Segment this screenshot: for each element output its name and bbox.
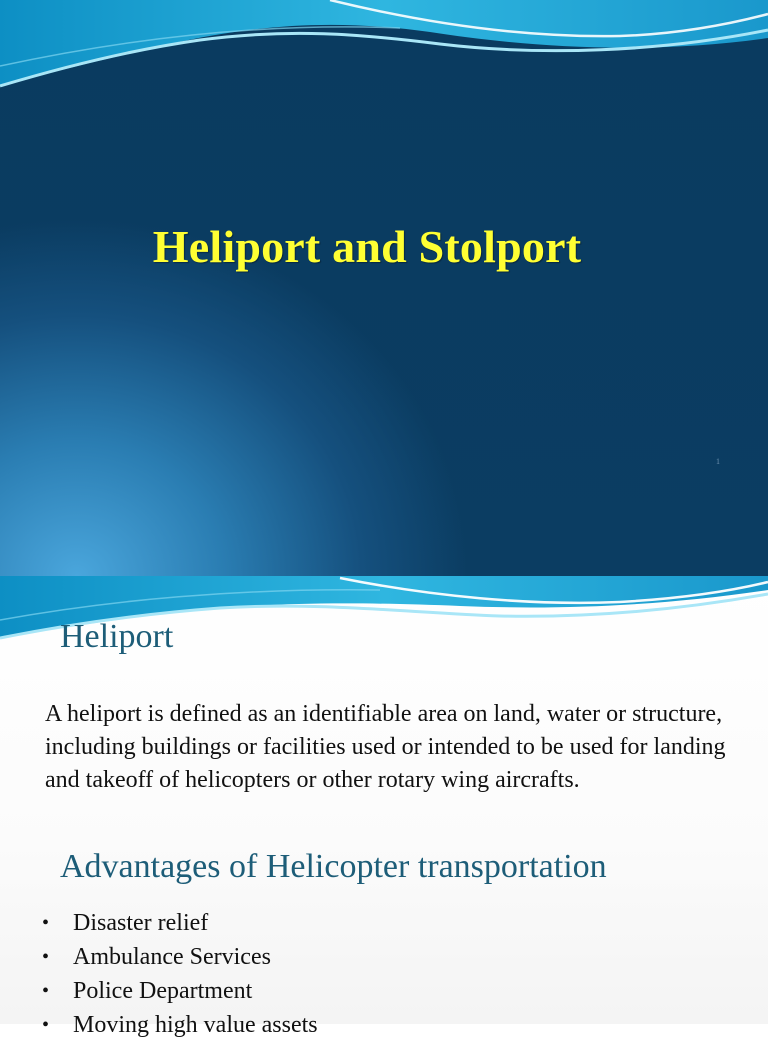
bullet-icon: • xyxy=(42,946,50,968)
content-slide xyxy=(0,576,768,1038)
bullet-icon: • xyxy=(42,1014,50,1036)
advantages-list xyxy=(42,906,318,1042)
list-item xyxy=(42,940,318,974)
bullet-icon: • xyxy=(42,980,50,1002)
bullet-icon: • xyxy=(42,912,50,934)
list-item xyxy=(42,906,318,940)
list-item xyxy=(42,1008,318,1042)
top-wave-decoration xyxy=(0,0,768,100)
list-item-text: Disaster relief xyxy=(73,910,209,936)
section-heading: Heliport xyxy=(60,618,174,655)
list-item-text: Police Department xyxy=(73,978,253,1004)
definition-paragraph: A heliport is defined as an identifiable area on land, water or structure, including buildings or facilities used or intended to be used for landing and takeoff of helicopters or other rotary wing aircrafts. xyxy=(45,701,726,793)
slide-title: Heliport and Stolport xyxy=(152,221,582,272)
advantages-heading: Advantages of Helicopter transportation xyxy=(60,848,607,885)
list-item xyxy=(42,974,318,1008)
page-number: 1 xyxy=(716,457,720,466)
list-item-text: Ambulance Services xyxy=(73,944,271,970)
list-item-text: Moving high value assets xyxy=(73,1012,318,1038)
